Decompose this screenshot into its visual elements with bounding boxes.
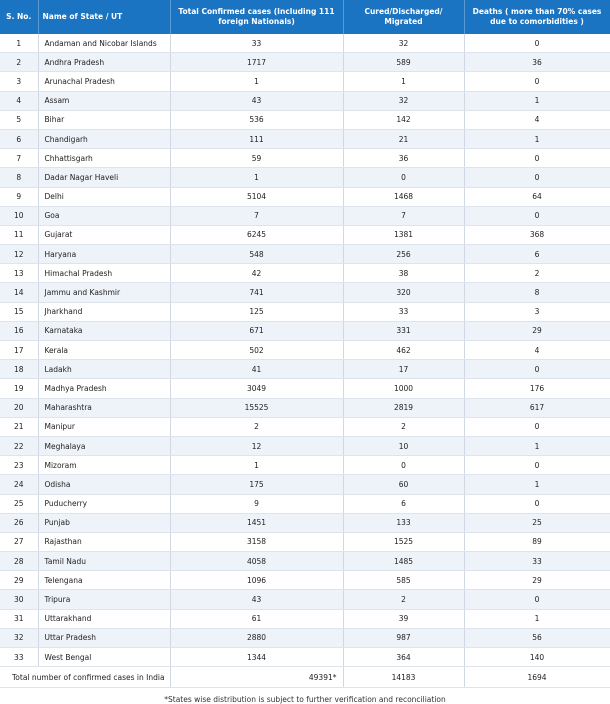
- state-name-cell: Jharkhand: [38, 302, 170, 321]
- table-row: [0, 110, 610, 129]
- footnote: *States wise distribution is subject to further verification and reconciliation: [164, 695, 446, 704]
- state-name-cell: Madhya Pradesh: [38, 379, 170, 398]
- cured-cell: 33: [343, 302, 464, 321]
- cured-cell: 0: [343, 456, 464, 475]
- deaths-cell: 29: [464, 571, 610, 590]
- confirmed-cell: 111: [170, 129, 343, 148]
- state-name-cell: Delhi: [38, 187, 170, 206]
- cured-cell: 36: [343, 149, 464, 168]
- cured-cell: 1000: [343, 379, 464, 398]
- state-name-cell: Maharashtra: [38, 398, 170, 417]
- header-confirmed: Total Confirmed cases (Including 111 foreign Nationals): [170, 0, 343, 34]
- table-row: [0, 436, 610, 455]
- cured-cell: 32: [343, 91, 464, 110]
- deaths-cell: 0: [464, 417, 610, 436]
- sno-cell: 25: [0, 494, 38, 513]
- state-name-cell: Bihar: [38, 110, 170, 129]
- total-deaths: 1694: [464, 667, 610, 688]
- sno-cell: 23: [0, 456, 38, 475]
- sno-cell: 21: [0, 417, 38, 436]
- table-row: [0, 494, 610, 513]
- sno-cell: 14: [0, 283, 38, 302]
- sno-cell: 6: [0, 129, 38, 148]
- confirmed-cell: 2880: [170, 628, 343, 647]
- cured-cell: 1525: [343, 532, 464, 551]
- table-row: [0, 34, 610, 53]
- state-name-cell: Manipur: [38, 417, 170, 436]
- cured-cell: 1: [343, 72, 464, 91]
- cured-cell: 21: [343, 129, 464, 148]
- deaths-cell: 368: [464, 225, 610, 244]
- confirmed-cell: 12: [170, 436, 343, 455]
- table-row: [0, 648, 610, 667]
- confirmed-cell: 61: [170, 609, 343, 628]
- cured-cell: 331: [343, 321, 464, 340]
- cured-cell: 462: [343, 341, 464, 360]
- table-row: [0, 475, 610, 494]
- confirmed-cell: 2: [170, 417, 343, 436]
- confirmed-cell: 671: [170, 321, 343, 340]
- confirmed-cell: 41: [170, 360, 343, 379]
- cured-cell: 10: [343, 436, 464, 455]
- sno-cell: 10: [0, 206, 38, 225]
- deaths-cell: 36: [464, 53, 610, 72]
- table-row: [0, 456, 610, 475]
- confirmed-cell: 4058: [170, 552, 343, 571]
- cured-cell: 589: [343, 53, 464, 72]
- confirmed-cell: 43: [170, 590, 343, 609]
- state-name-cell: Karnataka: [38, 321, 170, 340]
- confirmed-cell: 502: [170, 341, 343, 360]
- state-name-cell: Rajasthan: [38, 532, 170, 551]
- deaths-cell: 0: [464, 360, 610, 379]
- table-row: [0, 72, 610, 91]
- confirmed-cell: 15525: [170, 398, 343, 417]
- confirmed-cell: 43: [170, 91, 343, 110]
- cured-cell: 2819: [343, 398, 464, 417]
- confirmed-cell: 59: [170, 149, 343, 168]
- confirmed-cell: 1717: [170, 53, 343, 72]
- state-name-cell: Telengana: [38, 571, 170, 590]
- confirmed-cell: 3158: [170, 532, 343, 551]
- table-row: [0, 552, 610, 571]
- cured-cell: 2: [343, 417, 464, 436]
- deaths-cell: 4: [464, 110, 610, 129]
- table-row: [0, 264, 610, 283]
- state-name-cell: Haryana: [38, 245, 170, 264]
- table-row: [0, 91, 610, 110]
- confirmed-cell: 741: [170, 283, 343, 302]
- sno-cell: 26: [0, 513, 38, 532]
- sno-cell: 1: [0, 34, 38, 53]
- sno-cell: 17: [0, 341, 38, 360]
- confirmed-cell: 5104: [170, 187, 343, 206]
- state-name-cell: Chhattisgarh: [38, 149, 170, 168]
- confirmed-cell: 1096: [170, 571, 343, 590]
- cured-cell: 32: [343, 34, 464, 53]
- table-row: [0, 360, 610, 379]
- cured-cell: 364: [343, 648, 464, 667]
- state-name-cell: Ladakh: [38, 360, 170, 379]
- table-body: [0, 34, 610, 688]
- sno-cell: 29: [0, 571, 38, 590]
- sno-cell: 5: [0, 110, 38, 129]
- cured-cell: 38: [343, 264, 464, 283]
- state-name-cell: Himachal Pradesh: [38, 264, 170, 283]
- deaths-cell: 25: [464, 513, 610, 532]
- confirmed-cell: 6245: [170, 225, 343, 244]
- cured-cell: 6: [343, 494, 464, 513]
- table-row: [0, 129, 610, 148]
- sno-cell: 24: [0, 475, 38, 494]
- table-row: [0, 225, 610, 244]
- sno-cell: 8: [0, 168, 38, 187]
- cured-cell: 320: [343, 283, 464, 302]
- table-row: [0, 187, 610, 206]
- deaths-cell: 0: [464, 149, 610, 168]
- deaths-cell: 89: [464, 532, 610, 551]
- state-name-cell: Odisha: [38, 475, 170, 494]
- deaths-cell: 176: [464, 379, 610, 398]
- deaths-cell: 0: [464, 206, 610, 225]
- state-name-cell: Tamil Nadu: [38, 552, 170, 571]
- header-cured: Cured/Discharged/ Migrated: [343, 0, 464, 34]
- table-row: [0, 206, 610, 225]
- deaths-cell: 1: [464, 436, 610, 455]
- confirmed-cell: 1: [170, 72, 343, 91]
- table-row: [0, 245, 610, 264]
- state-name-cell: Mizoram: [38, 456, 170, 475]
- deaths-cell: 1: [464, 91, 610, 110]
- sno-cell: 27: [0, 532, 38, 551]
- state-name-cell: Uttarakhand: [38, 609, 170, 628]
- sno-cell: 30: [0, 590, 38, 609]
- sno-cell: 16: [0, 321, 38, 340]
- state-name-cell: Andaman and Nicobar Islands: [38, 34, 170, 53]
- header-state-name: Name of State / UT: [38, 0, 170, 34]
- total-label: Total number of confirmed cases in India: [0, 667, 170, 688]
- state-name-cell: West Bengal: [38, 648, 170, 667]
- confirmed-cell: 42: [170, 264, 343, 283]
- state-name-cell: Kerala: [38, 341, 170, 360]
- state-name-cell: Chandigarh: [38, 129, 170, 148]
- deaths-cell: 33: [464, 552, 610, 571]
- sno-cell: 3: [0, 72, 38, 91]
- deaths-cell: 2: [464, 264, 610, 283]
- cured-cell: 1381: [343, 225, 464, 244]
- deaths-cell: 0: [464, 34, 610, 53]
- confirmed-cell: 1451: [170, 513, 343, 532]
- deaths-cell: 0: [464, 456, 610, 475]
- state-name-cell: Jammu and Kashmir: [38, 283, 170, 302]
- table-row: [0, 590, 610, 609]
- table-row: [0, 321, 610, 340]
- cured-cell: 0: [343, 168, 464, 187]
- deaths-cell: 56: [464, 628, 610, 647]
- confirmed-cell: 125: [170, 302, 343, 321]
- sno-cell: 32: [0, 628, 38, 647]
- sno-cell: 33: [0, 648, 38, 667]
- table-row: [0, 283, 610, 302]
- confirmed-cell: 1: [170, 456, 343, 475]
- confirmed-cell: 1344: [170, 648, 343, 667]
- table-row: [0, 398, 610, 417]
- cured-cell: 142: [343, 110, 464, 129]
- confirmed-cell: 536: [170, 110, 343, 129]
- cured-cell: 2: [343, 590, 464, 609]
- table-row: [0, 532, 610, 551]
- deaths-cell: 0: [464, 590, 610, 609]
- sno-cell: 13: [0, 264, 38, 283]
- cured-cell: 17: [343, 360, 464, 379]
- confirmed-cell: 1: [170, 168, 343, 187]
- table-row: [0, 628, 610, 647]
- state-name-cell: Tripura: [38, 590, 170, 609]
- sno-cell: 2: [0, 53, 38, 72]
- state-name-cell: Arunachal Pradesh: [38, 72, 170, 91]
- sno-cell: 19: [0, 379, 38, 398]
- table-row: [0, 149, 610, 168]
- cured-cell: 60: [343, 475, 464, 494]
- table-row: [0, 513, 610, 532]
- state-name-cell: Assam: [38, 91, 170, 110]
- state-name-cell: Meghalaya: [38, 436, 170, 455]
- deaths-cell: 8: [464, 283, 610, 302]
- total-row: [0, 667, 610, 688]
- table-row: [0, 417, 610, 436]
- table-row: [0, 379, 610, 398]
- deaths-cell: 29: [464, 321, 610, 340]
- table-row: [0, 53, 610, 72]
- confirmed-cell: 33: [170, 34, 343, 53]
- deaths-cell: 617: [464, 398, 610, 417]
- confirmed-cell: 9: [170, 494, 343, 513]
- deaths-cell: 1: [464, 129, 610, 148]
- deaths-cell: 0: [464, 72, 610, 91]
- sno-cell: 15: [0, 302, 38, 321]
- sno-cell: 18: [0, 360, 38, 379]
- confirmed-cell: 175: [170, 475, 343, 494]
- state-name-cell: Puducherry: [38, 494, 170, 513]
- deaths-cell: 140: [464, 648, 610, 667]
- table-header: [0, 0, 610, 34]
- sno-cell: 11: [0, 225, 38, 244]
- deaths-cell: 1: [464, 609, 610, 628]
- state-name-cell: Goa: [38, 206, 170, 225]
- table-row: [0, 302, 610, 321]
- deaths-cell: 0: [464, 494, 610, 513]
- table-row: [0, 571, 610, 590]
- deaths-cell: 1: [464, 475, 610, 494]
- total-cured: 14183: [343, 667, 464, 688]
- cured-cell: 133: [343, 513, 464, 532]
- confirmed-cell: 548: [170, 245, 343, 264]
- deaths-cell: 4: [464, 341, 610, 360]
- table-row: [0, 341, 610, 360]
- sno-cell: 7: [0, 149, 38, 168]
- table-header-row: [0, 0, 610, 34]
- cured-cell: 256: [343, 245, 464, 264]
- deaths-cell: 3: [464, 302, 610, 321]
- confirmed-cell: 7: [170, 206, 343, 225]
- state-name-cell: Gujarat: [38, 225, 170, 244]
- cured-cell: 39: [343, 609, 464, 628]
- sno-cell: 4: [0, 91, 38, 110]
- state-name-cell: Uttar Pradesh: [38, 628, 170, 647]
- state-name-cell: Andhra Pradesh: [38, 53, 170, 72]
- sno-cell: 12: [0, 245, 38, 264]
- state-name-cell: Dadar Nagar Haveli: [38, 168, 170, 187]
- total-confirmed: 49391*: [170, 667, 343, 688]
- cured-cell: 7: [343, 206, 464, 225]
- deaths-cell: 64: [464, 187, 610, 206]
- state-name-cell: Punjab: [38, 513, 170, 532]
- cured-cell: 987: [343, 628, 464, 647]
- sno-cell: 20: [0, 398, 38, 417]
- header-deaths: Deaths ( more than 70% cases due to comorbidities ): [464, 0, 610, 34]
- header-sno: S. No.: [0, 0, 38, 34]
- cured-cell: 585: [343, 571, 464, 590]
- cured-cell: 1468: [343, 187, 464, 206]
- sno-cell: 22: [0, 436, 38, 455]
- sno-cell: 31: [0, 609, 38, 628]
- table-row: [0, 609, 610, 628]
- table-row: [0, 168, 610, 187]
- sno-cell: 9: [0, 187, 38, 206]
- deaths-cell: 6: [464, 245, 610, 264]
- sno-cell: 28: [0, 552, 38, 571]
- cured-cell: 1485: [343, 552, 464, 571]
- confirmed-cell: 3049: [170, 379, 343, 398]
- deaths-cell: 0: [464, 168, 610, 187]
